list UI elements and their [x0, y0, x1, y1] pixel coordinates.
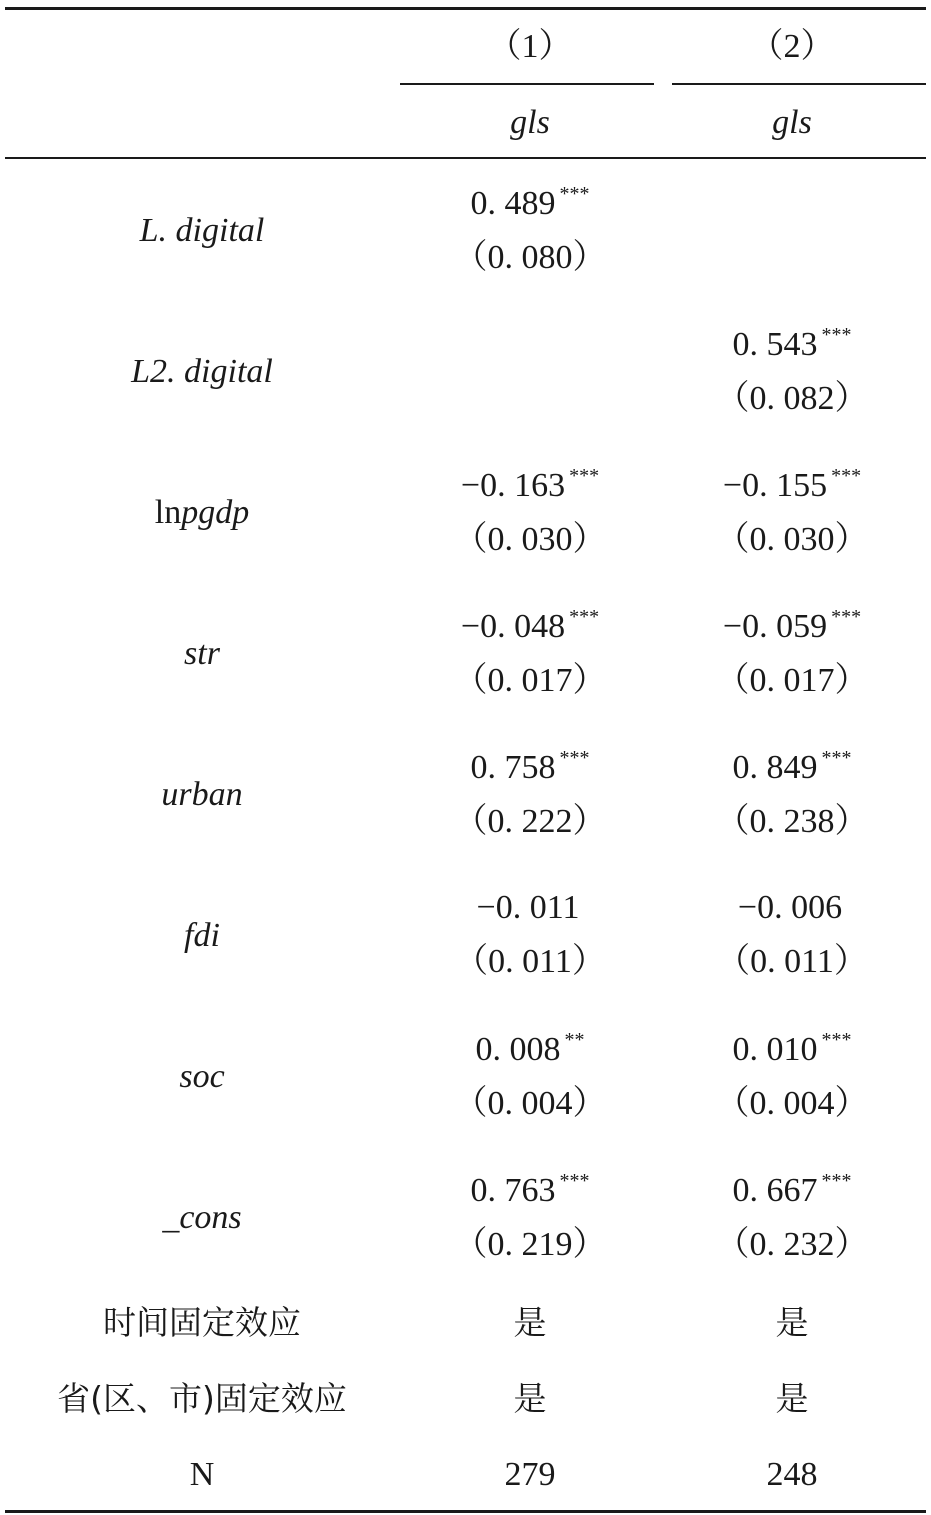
- variable-prefix: ln: [154, 494, 182, 531]
- standard-error: （0. 232）: [715, 1226, 869, 1263]
- coefficient-cell: [461, 607, 599, 651]
- row-label-lnpgdp: [155, 493, 249, 533]
- standard-error: （0. 004）: [715, 1085, 869, 1122]
- coefficient-cell: [461, 466, 599, 510]
- row-label-fdi: fdi: [184, 917, 220, 954]
- coefficient-value: 0. 763: [470, 1172, 556, 1209]
- significance-stars: **: [564, 1029, 585, 1051]
- observations-label: N: [189, 1456, 215, 1493]
- coefficient-value: −0. 155: [722, 467, 828, 504]
- significance-stars: ***: [831, 606, 862, 628]
- significance-stars: ***: [821, 747, 852, 769]
- coefficient-value: 0. 758: [470, 749, 556, 786]
- coefficient-cell: [738, 888, 846, 932]
- significance-stars: ***: [831, 465, 862, 487]
- coefficient-value: 0. 489: [470, 185, 556, 222]
- standard-error: （0. 017）: [453, 662, 607, 699]
- column-2-underline: [672, 83, 926, 85]
- variable-name: pgdp: [181, 494, 250, 531]
- coefficient-value: −0. 163: [460, 467, 566, 504]
- top-rule: [5, 7, 926, 10]
- column-1-number: （1）: [487, 28, 573, 65]
- coefficient-cell: [471, 748, 590, 792]
- bottom-rule: [5, 1510, 926, 1513]
- header-rule: [5, 157, 926, 159]
- significance-stars: ***: [559, 183, 590, 205]
- coefficient-value: −0. 011: [476, 889, 580, 926]
- standard-error: （0. 030）: [453, 521, 607, 558]
- standard-error: （0. 080）: [453, 239, 607, 276]
- coefficient-cell: [733, 1171, 852, 1215]
- observations-col1: 279: [504, 1456, 556, 1493]
- column-2-model: gls: [772, 104, 812, 141]
- coefficient-cell: [471, 1171, 590, 1215]
- coefficient-cell: [733, 1030, 852, 1074]
- standard-error: （0. 238）: [715, 803, 869, 840]
- coefficient-cell: [723, 607, 861, 651]
- standard-error: （0. 011）: [454, 943, 606, 980]
- significance-stars: ***: [569, 465, 600, 487]
- row-label-l2-digital: L2. digital: [131, 353, 273, 390]
- coefficient-cell: [733, 748, 852, 792]
- significance-stars: ***: [559, 747, 590, 769]
- standard-error: （0. 219）: [453, 1226, 607, 1263]
- coefficient-value: 0. 010: [732, 1031, 818, 1068]
- row-label-soc: soc: [179, 1058, 225, 1095]
- province-fixed-effects-label: 省(区、市)固定效应: [57, 1379, 347, 1418]
- standard-error: （0. 222）: [453, 803, 607, 840]
- coefficient-value: 0. 008: [475, 1031, 561, 1068]
- significance-stars: ***: [821, 1170, 852, 1192]
- coefficient-value: −0. 059: [722, 608, 828, 645]
- row-label-l-digital: L. digital: [139, 212, 265, 249]
- column-1-model: gls: [510, 104, 550, 141]
- row-label-cons: _cons: [162, 1199, 242, 1236]
- observations-col2: 248: [766, 1456, 818, 1493]
- coefficient-cell: [476, 1030, 585, 1074]
- coefficient-value: −0. 048: [460, 608, 566, 645]
- standard-error: （0. 004）: [453, 1085, 607, 1122]
- standard-error: （0. 017）: [715, 662, 869, 699]
- coefficient-value: 0. 667: [732, 1172, 818, 1209]
- coefficient-cell: [733, 325, 852, 369]
- coefficient-value: 0. 849: [732, 749, 818, 786]
- significance-stars: ***: [821, 324, 852, 346]
- significance-stars: ***: [559, 1170, 590, 1192]
- time-fixed-effects-col1: 是: [513, 1303, 547, 1342]
- coefficient-cell: [477, 888, 584, 932]
- coefficient-cell: [471, 184, 590, 228]
- significance-stars: ***: [569, 606, 600, 628]
- column-1-underline: [400, 83, 654, 85]
- row-label-str: str: [184, 635, 220, 672]
- column-2-number: （2）: [749, 28, 835, 65]
- coefficient-value: −0. 006: [737, 889, 843, 926]
- standard-error: （0. 030）: [715, 521, 869, 558]
- row-label-urban: urban: [161, 776, 243, 813]
- coefficient-cell: [723, 466, 861, 510]
- province-fixed-effects-col2: 是: [775, 1379, 809, 1418]
- significance-stars: ***: [821, 1029, 852, 1051]
- time-fixed-effects-label: 时间固定效应: [103, 1303, 301, 1342]
- standard-error: （0. 082）: [715, 380, 869, 417]
- coefficient-value: 0. 543: [732, 326, 818, 363]
- time-fixed-effects-col2: 是: [775, 1303, 809, 1342]
- province-fixed-effects-col1: 是: [513, 1379, 547, 1418]
- standard-error: （0. 011）: [716, 943, 868, 980]
